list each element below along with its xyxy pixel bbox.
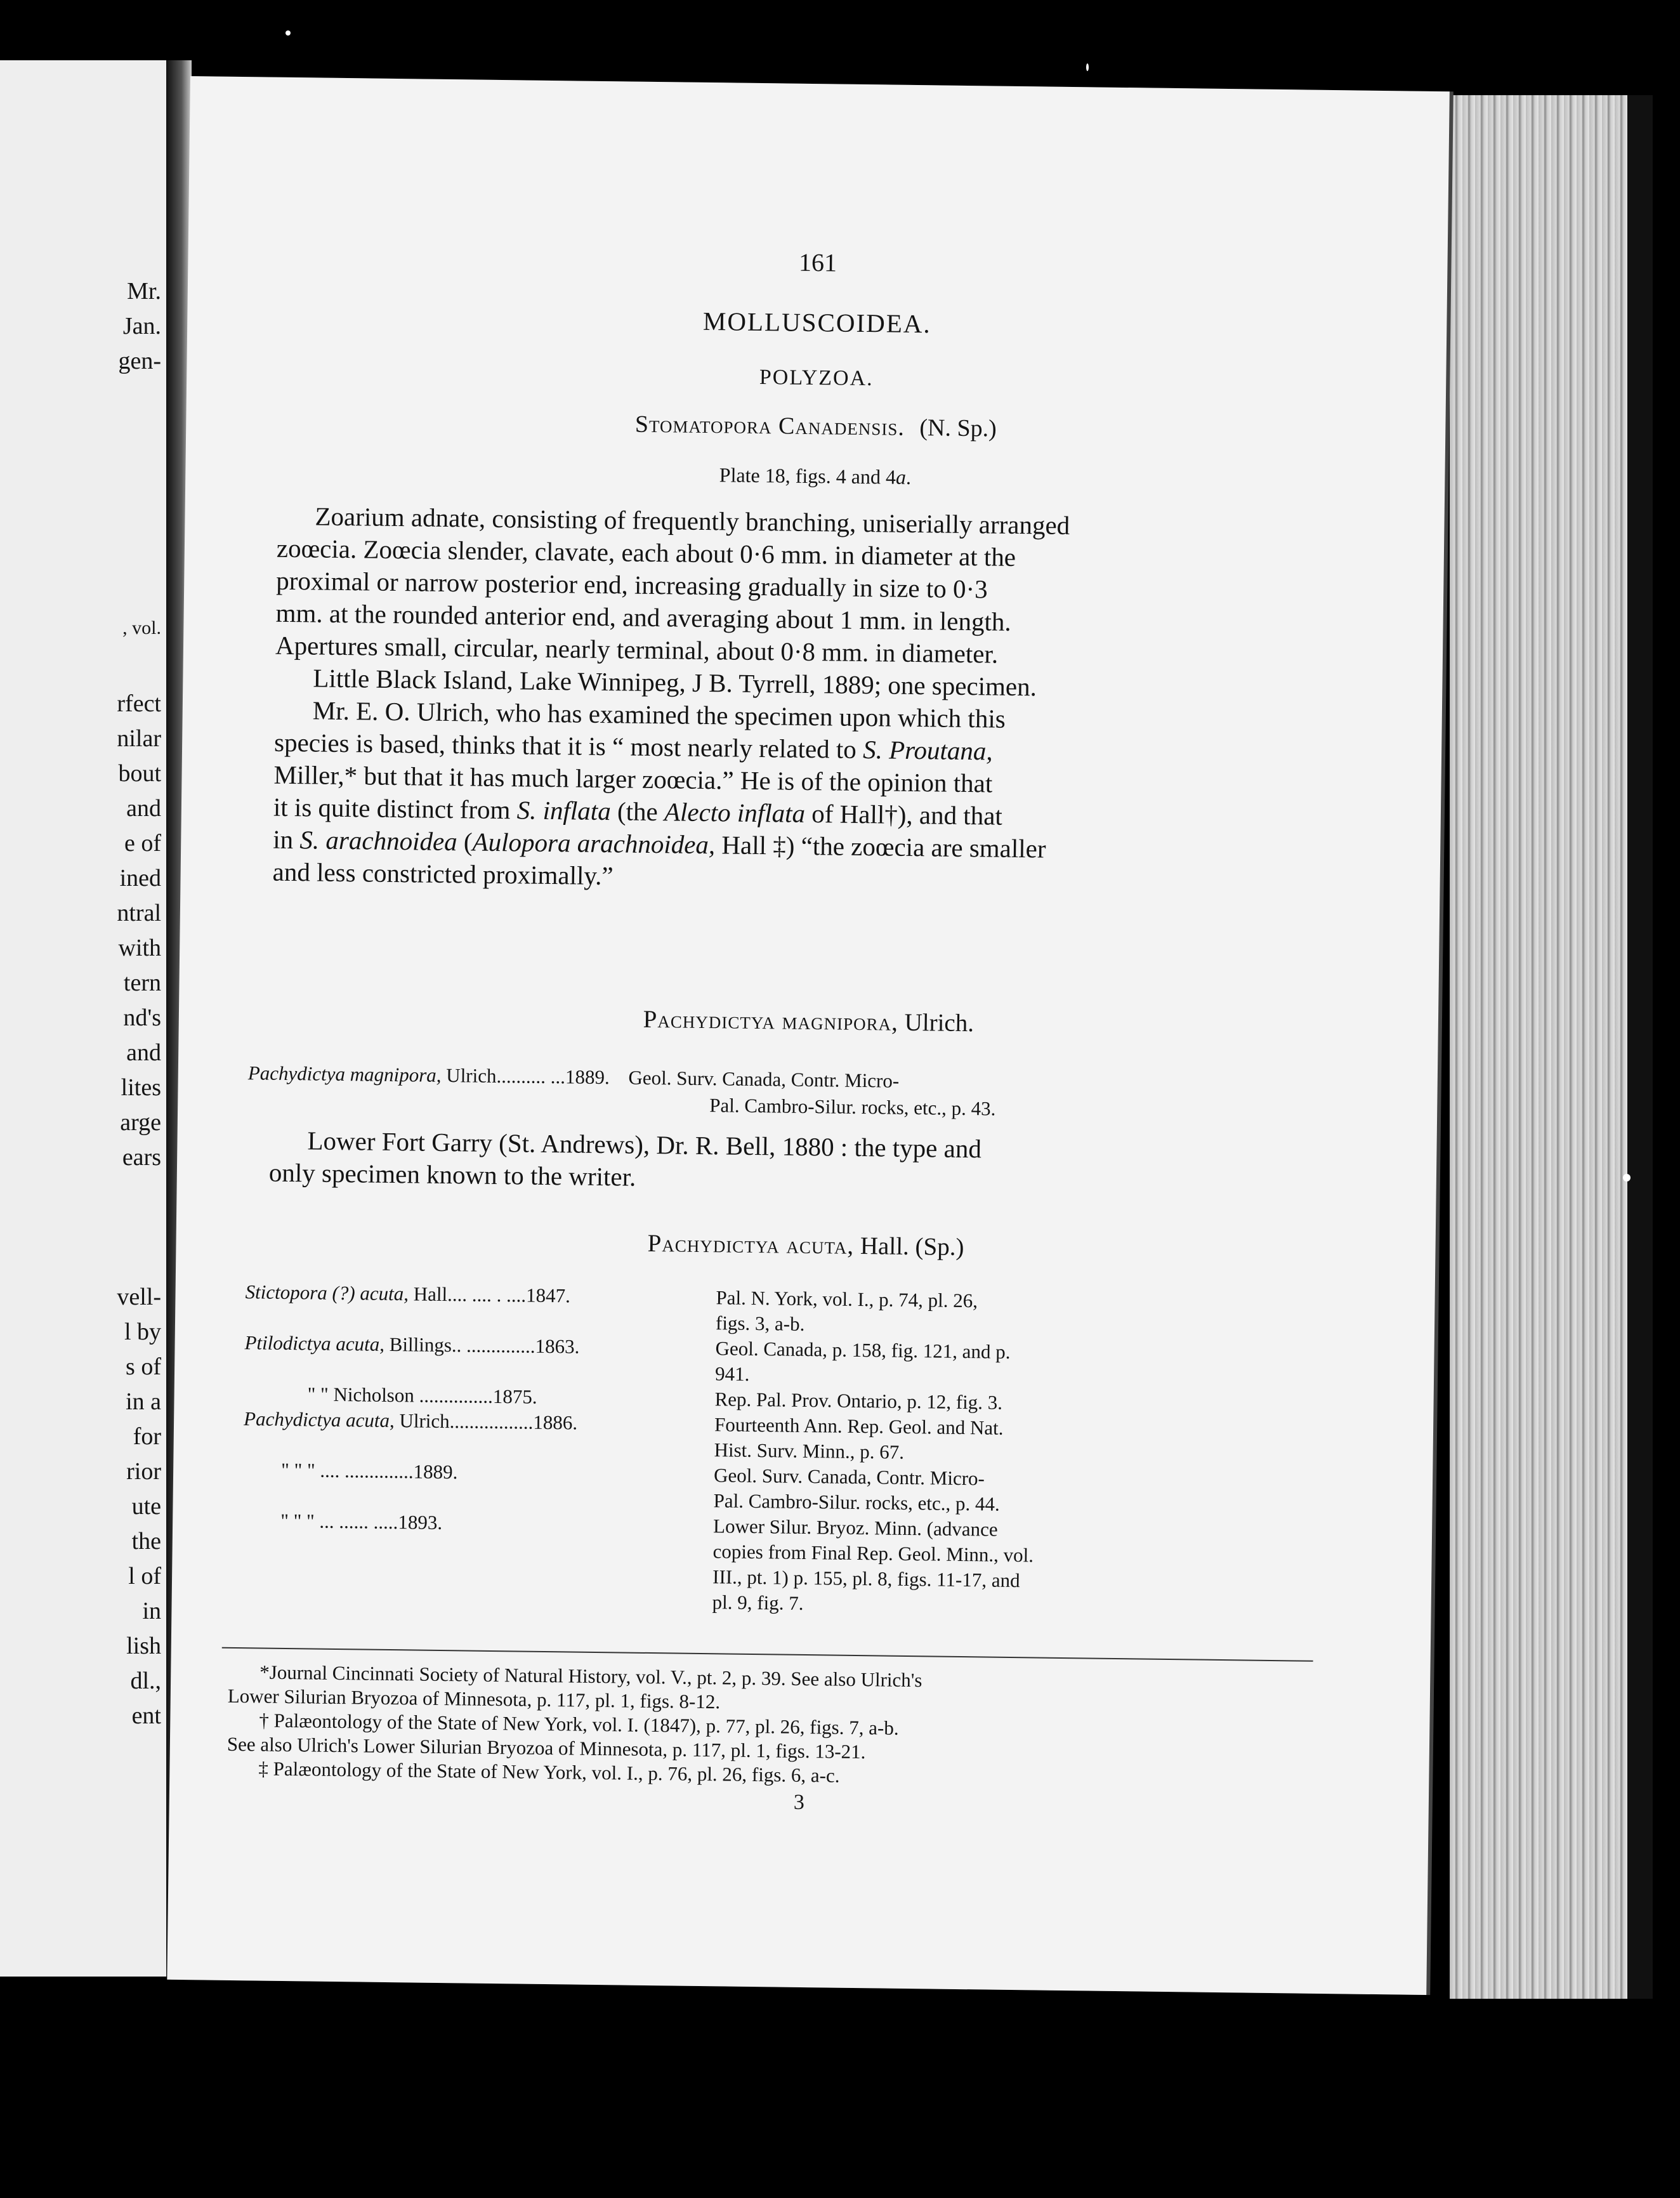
left-fragment: nilar <box>117 725 161 752</box>
species-suffix: Hall. (Sp.) <box>860 1232 964 1261</box>
page-heading: MOLLUSCOIDEA. <box>702 306 931 339</box>
synonymy-row: " " Nicholson ...............1875. Rep. Pal. Prov. Ontario, p. 12, fig. 3. <box>307 1383 1003 1414</box>
remarks-line: Miller,* but that it has much larger zoœcia.” He is of the opinion that <box>273 760 993 798</box>
left-fragment: Jan. <box>122 313 161 339</box>
description-line: Zoarium adnate, consisting of frequently branching, uniserially arranged <box>315 501 1070 540</box>
left-fragment: ears <box>122 1144 161 1171</box>
book-page-edges <box>1450 95 1653 1999</box>
left-fragment: vell- <box>117 1284 161 1310</box>
left-fragment: for <box>133 1423 161 1450</box>
synonymy-entry: Pachydictya magnipora, Ulrich.......... ...1889. Geol. Surv. Canada, Contr. Micro- <box>247 1062 900 1092</box>
left-fragment: bout <box>118 760 161 787</box>
species-suffix: Ulrich. <box>904 1008 975 1037</box>
remarks-line: species is based, thinks that it is “ most nearly related to S. Proutana, <box>273 727 994 766</box>
left-fragment: with <box>118 935 161 961</box>
left-fragment: , vol. <box>122 617 161 638</box>
left-fragment: arge <box>120 1109 161 1136</box>
left-fragment: in <box>142 1598 161 1624</box>
left-fragment: and <box>126 1039 161 1066</box>
left-fragment: tern <box>123 970 161 996</box>
left-fragment: and <box>126 795 161 822</box>
footnote-line: *Journal Cincinnati Society of Natural History, vol. V., pt. 2, p. 39. See also Ulrich's <box>259 1661 922 1692</box>
footnote-line: † Palæontology of the State of New York, vol. I. (1847), p. 77, pl. 26, figs. 7, a-b. <box>259 1709 899 1739</box>
species-title <box>176 1223 1435 1267</box>
synonymy-table <box>241 1279 1037 1619</box>
left-fragment: rfect <box>117 690 161 717</box>
left-fragment: lites <box>121 1074 161 1101</box>
left-facing-page <box>0 60 170 1977</box>
synonymy-row: Ptilodictya acuta, Billings.. ..............1863. Geol. Canada, p. 158, fig. 121, and p. 941. <box>244 1331 1011 1385</box>
species-title <box>186 405 1445 448</box>
description-line: proximal or narrow posterior end, increasing gradually in size to 0·3 <box>276 565 988 604</box>
scan-speck <box>1623 1174 1631 1181</box>
left-fragment: in a <box>126 1388 161 1415</box>
left-fragment: dl., <box>130 1668 161 1694</box>
plate-reference: Plate 18, figs. 4 and 4a. <box>719 463 912 489</box>
locality-paragraph: Lower Fort Garry (St. Andrews), Dr. R. Bell, 1880 : the type and only specimen known to the writer. <box>268 1126 982 1192</box>
remarks-line: and less constricted proximally.” <box>272 857 614 891</box>
left-fragment: nd's <box>123 1004 161 1031</box>
footnote-line: Lower Silurian Bryozoa of Minnesota, p. 117, pl. 1, figs. 8-12. <box>227 1684 721 1713</box>
left-fragment: lish <box>126 1633 161 1659</box>
synonymy-entry-cont: Pal. Cambro-Silur. rocks, etc., p. 43. <box>709 1094 996 1120</box>
description-line: zoœcia. Zoœcia slender, clavate, each about 0·6 mm. in diameter at the <box>276 533 1016 572</box>
left-fragment: ntral <box>117 900 161 926</box>
species-title <box>179 999 1438 1043</box>
subheading: POLYZOA. <box>759 365 874 391</box>
description-line: Apertures small, circular, nearly terminal, about 0·8 mm. in diameter. <box>275 630 999 669</box>
species-suffix: (N. Sp.) <box>919 414 997 442</box>
left-fragment: l by <box>124 1319 161 1345</box>
footnote-line: ‡ Palæontology of the State of New York, vol. I., p. 76, pl. 26, figs. 6, a-c. <box>258 1757 840 1787</box>
left-fragment: rior <box>126 1458 161 1485</box>
left-fragment: Mr. <box>127 278 161 305</box>
left-fragment: s of <box>126 1353 161 1380</box>
remarks-line: Mr. E. O. Ulrich, who has examined the specimen upon which this <box>312 695 1006 734</box>
scan-speck <box>1086 63 1089 71</box>
signature-mark: 3 <box>793 1790 805 1815</box>
species-name: Pachydictya acuta, <box>647 1229 855 1260</box>
left-fragment: the <box>131 1528 161 1555</box>
footnote-rule <box>222 1647 1313 1662</box>
remarks-line: in S. arachnoidea (Aulopora arachnoidea, Hall ‡) “the zoœcia are smaller <box>273 824 1046 864</box>
synonymy-row: " " " .... ..............1889. Geol. Surv. Canada, Contr. Micro- Pal. Cambro-Silur. rocks, etc., p. 44. <box>280 1458 1000 1515</box>
locality-line: Little Black Island, Lake Winnipeg, J B. Tyrrell, 1889; one specimen. <box>313 663 1037 702</box>
synonymy-row: " " " ... ...... .....1893. Lower Silur. Bryoz. Minn. (advance copies from Final Rep. Geol. Minn., vol. III., pt. 1) p. 155, pl. 8, figs. 11-17, and pl. 9, fig. 7. <box>280 1509 1034 1614</box>
synonymy-row: Stictopora (?) acuta, Hall.... .... . ....1847. Pal. N. York, vol. I., p. 74, pl. 26, figs. 3, a-b. <box>245 1280 978 1335</box>
description-line: mm. at the rounded anterior end, and averaging about 1 mm. in length. <box>275 598 1011 636</box>
page-number: 161 <box>798 247 837 277</box>
left-fragment: ent <box>131 1702 161 1729</box>
main-page <box>167 76 1450 1995</box>
left-fragment: e of <box>124 830 161 857</box>
footnote-line: See also Ulrich's Lower Silurian Bryozoa of Minnesota, p. 117, pl. 1, figs. 13-21. <box>226 1732 866 1763</box>
scan-speck <box>285 30 291 36</box>
left-fragment: ute <box>131 1493 161 1520</box>
synonymy-row: Pachydictya acuta, Ulrich.................1886. Fourteenth Ann. Rep. Geol. and Nat. Hist. Surv. Minn., p. 67. <box>243 1407 1004 1463</box>
footnotes <box>226 1660 1319 1794</box>
left-fragment: ined <box>119 865 161 892</box>
description-paragraph <box>272 500 1342 901</box>
species-name: Pachydictya magnipora, <box>643 1005 899 1036</box>
left-fragment: gen- <box>118 348 161 374</box>
remarks-line: it is quite distinct from S. inflata (the Alecto inflata of Hall†), and that <box>273 792 1003 831</box>
species-name: Stomatopora Canadensis. <box>634 411 905 441</box>
left-fragment: l of <box>128 1563 161 1589</box>
